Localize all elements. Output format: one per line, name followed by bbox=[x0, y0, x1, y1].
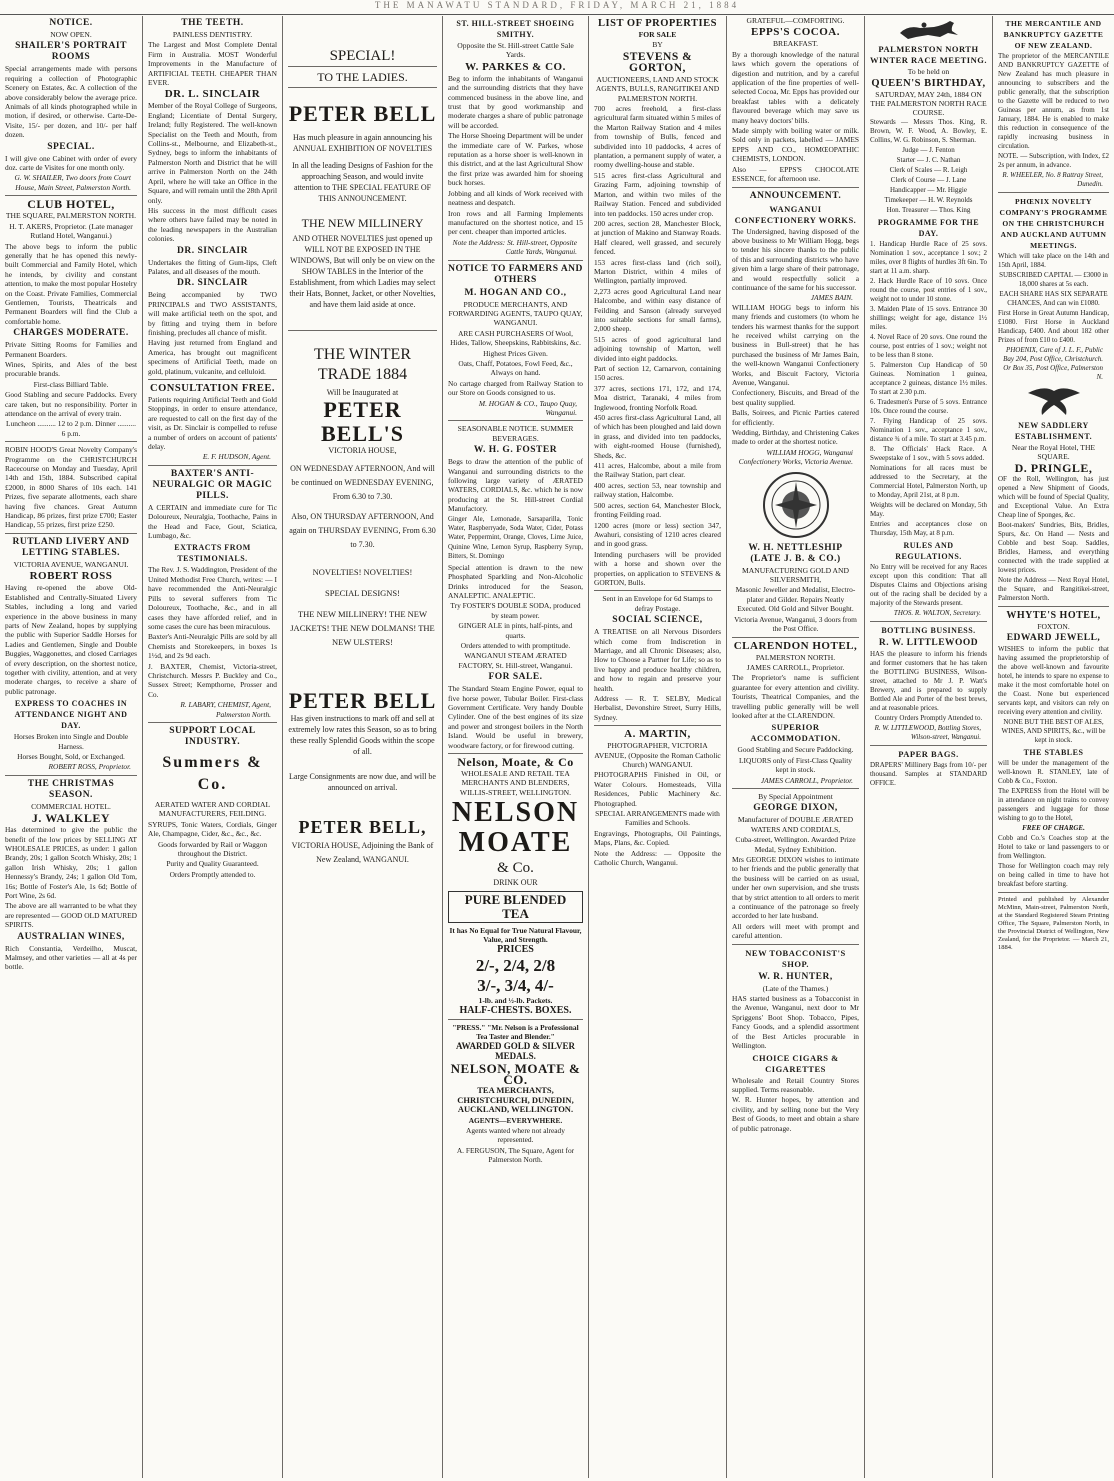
cocoa-body: By a thorough knowledge of the natural laws which govern the operations of digestion and nutrition, and by a careful application of the fine properties of well-selected Cocoa, Mr. Epps has provided our breakfast tables with a delicately flavoured beverage which may save us many heavy doctors' bills. bbox=[732, 49, 859, 125]
envelope-advert: Sent in an Envelope for 6d Stamps to defray Postage. bbox=[602, 594, 713, 613]
club-hotel-heading: CLUB HOTEL, bbox=[27, 197, 115, 212]
divider bbox=[148, 465, 277, 466]
no-equal: It has No Equal for True Natural Flavour, Value, and Strength. bbox=[449, 925, 582, 945]
whytes-body: WISHES to inform the public that having assumed the proprietorship of the above well-known and favourite hotel, he intends to spare no expense to make it the most comfortable hotel on the Coast. None but experienced servants kept, and visitors can rely on receiving every attention and civility. bbox=[998, 645, 1109, 716]
summers-sub: AERATED WATER AND CORDIAL MANUFACTURERS, FEILDING. bbox=[154, 799, 271, 819]
newspaper-page bbox=[0, 16, 1114, 1478]
shailer-offer: I will give one Cabinet with order of every doz. carte de Visites for one month only. bbox=[5, 153, 137, 173]
property-700: 700 acres freehold, a first-class agricultural farm situated within 5 miles of the Marton Railway Station and 4 miles from township of Bulls, fenced and subdivided into 10 paddocks, 4 acres of plantation, a permanent supply of water, a roomy dwelling-house and stable. bbox=[594, 104, 721, 170]
labary-signature: R. LABARY, CHEMIST, Agent, Palmerston North. bbox=[180, 700, 271, 719]
wednesday-times: ON WEDNESDAY AFTERNOON, And will be continued on WEDNESDAY EVENING, From 6.30 to 7.30. bbox=[290, 463, 435, 501]
peter-bells-heading: PETER BELL'S bbox=[320, 397, 405, 447]
club-lunch: Luncheon .......... 12 to 2 p.m. Dinner .......... 6 p.m. bbox=[6, 419, 136, 438]
martin-note: Note the Address: — Opposite the Catholic Church, Wanganui. bbox=[594, 848, 721, 868]
christmas-sub: COMMERCIAL HOTEL. bbox=[31, 801, 111, 811]
racehorse-icon bbox=[894, 19, 964, 41]
club-charges: CHARGES MODERATE. bbox=[13, 328, 129, 339]
property-450: 450 acres first-class Agricultural Land, all of which has been ploughed and laid down in grass, and divided into ten paddocks, with eight-roomed House (furnished), Sheds, &c. bbox=[594, 413, 721, 460]
press-quote: "PRESS." "Mr. Nelson is a Professional Tea Taster and Blender." bbox=[452, 1022, 579, 1042]
divider bbox=[5, 775, 137, 776]
special-designs: SPECIAL DESIGNS! bbox=[324, 588, 400, 599]
nelson-co: & Co. bbox=[497, 860, 534, 877]
ross-signature: ROBERT ROSS, Proprietor. bbox=[48, 762, 131, 772]
divider bbox=[594, 725, 721, 726]
teeth-sub: PAINLESS DENTISTRY. bbox=[172, 30, 253, 39]
littlewood-body: HAS the pleasure to inform his friends and former customers that he has taken the BOTTLING BUSINESS, Wilson-street, attached to Mr J. P. Watt's Brewery, and is prepared to supply Bottled Ale and Porter of the best brews, and at reasonable prices. bbox=[870, 650, 987, 712]
divider bbox=[448, 753, 583, 754]
dr-sinclair-body-4: Being accompanied by TWO PRINCIPALS and TWO ASSISTANTS, will make artificial teeth on the spot, and by fitting and trying them in before finishing, precludes all chance of misfit. bbox=[148, 290, 277, 337]
prices-sub: 1-lb. and ½-lb. Packets. bbox=[478, 995, 553, 1005]
hogan-oats: Oats, Chaff, Potatoes, Fowl Feed, &c., Always on hand. bbox=[458, 358, 573, 378]
race-4: 4. Novel Race of 20 sovs. One round the course, post entries of 1 sov.; weight not to be less than 8 stone. bbox=[870, 333, 987, 359]
prices-heading: PRICES bbox=[497, 944, 534, 956]
divider bbox=[732, 187, 859, 188]
foster-orders: Orders attended to with promptitude. bbox=[460, 640, 571, 650]
paper-bags-heading: PAPER BAGS. bbox=[898, 749, 959, 759]
summers-heading: Summers & Co. bbox=[162, 753, 263, 793]
clarendon-heading: CLARENDON HOTEL, bbox=[733, 639, 858, 652]
bottling-heading: BOTTLING BUSINESS. bbox=[881, 626, 976, 635]
race-2: 2. Hack Hurdle Race of 10 sovs. Once round the course, post entries of 1 sov., weight not to under 10 stone. bbox=[870, 277, 987, 303]
notice-heading: NOTICE. bbox=[49, 18, 93, 28]
race-held: To be held on bbox=[907, 67, 950, 76]
hogan-cartage: No cartage charged from Railway Station to our Store on Goods consigned to us. bbox=[448, 378, 583, 398]
whytes-best: NONE BUT THE BEST OF ALES, WINES, AND SPIRITS, &c., will be kept in stock. bbox=[1001, 718, 1106, 744]
stables-heading: THE STABLES bbox=[1023, 748, 1084, 757]
bain-signature: JAMES BAIN. bbox=[810, 293, 853, 303]
properties-note: Intending purchasers will be provided with a horse and shown over the properties, on application to STEVENS & GORTON, Bulls. bbox=[594, 549, 721, 587]
divider bbox=[288, 87, 437, 88]
summers-purity: Purity and Quality Guaranteed. bbox=[166, 859, 259, 869]
race-date: SATURDAY, MAY 24th, 1884 ON THE PALMERSTON NORTH RACE COURSE. bbox=[870, 90, 987, 117]
ross-body: Having re-opened the above Old-Established and Centrally-Situated Livery Stables, including a long and varied experience in the above business in many parts of New Zealand, hopes by supplying the public with Superior Saddle Horses for Ladies and Gentlemen, Single and Double Buggies, Waggonettes, and closed Carriages of every description, on the shortest notice, together with civility, attention, and at very moderate charges, to receive a share of public patronage. bbox=[5, 583, 137, 696]
race-5: 5. Palmerston Cup Handicap of 50 Guineas. Nomination 1 guinea, acceptance 2 guineas, distance 1½ miles. To start at 2.30 p.m. bbox=[870, 361, 987, 396]
property-411: 411 acres, Halcombe, about a mile from the Railway Station, part clear. bbox=[594, 461, 721, 480]
new-list: THE NEW MILLINERY! THE NEW JACKETS! THE NEW DOLMANS! THE NEW ULSTERS! bbox=[290, 608, 435, 647]
column-6 bbox=[726, 16, 864, 1478]
rules-body: No Entry will be received for any Races except upon this condition: That all Disputes Claims and Objections arising out of the racing shall be decided by a majority of the Stewards present. bbox=[870, 563, 987, 607]
race-meeting-heading: PALMERSTON NORTH WINTER RACE MEETING. bbox=[870, 44, 987, 65]
programme-heading: PROGRAMME FOR THE DAY. bbox=[877, 218, 980, 238]
nettleship-body: Masonic Jeweller and Medalist, Electro-plater and Gilder. Repairs Neatly Executed. Old Gold and Silver Bought. bbox=[735, 585, 856, 614]
property-515b: 515 acres of good agricultural land adjoining township of Marton, well divided into eight paddocks. bbox=[594, 334, 721, 363]
wellington-coach: Those for Wellington coach may rely on being called in time to have hot breakfast before starting. bbox=[998, 862, 1109, 888]
foster-body: Begs to draw the attention of the public of Wanganui and surrounding districts to the following large variety of ÆRATED WATERS, CORDIALS, &c. which he is now producing at the St. Hill-street Cordial Manufactory. bbox=[448, 457, 583, 514]
column-7 bbox=[864, 16, 992, 1478]
martin-special: SPECIAL ARRANGEMENTS made with Families and Schools. bbox=[595, 809, 720, 828]
dr-sinclair-sig: DR. SINCLAIR bbox=[177, 245, 248, 256]
clarendon-liquors: LIQUORS only of First-Class Quality kept in stock. bbox=[739, 755, 852, 775]
queens-birthday: QUEEN'S BIRTHDAY, bbox=[871, 78, 986, 89]
half-chests: HALF-CHESTS. BOXES. bbox=[459, 1005, 572, 1017]
race-handicapper: Handicapper — Mr. Higgie bbox=[890, 186, 967, 194]
divider bbox=[5, 441, 137, 442]
race-1: 1. Handicap Hurdle Race of 25 sovs. Nomination 1 sov., acceptance 1 sov.; 2 miles, over 8 flights of hurdles 3ft 6in. To start at 11 a.m. sharp. bbox=[870, 240, 987, 275]
property-part: Part of section 12, Carnarvon, containing 150 acres. bbox=[594, 364, 721, 383]
hunter-sub: (Late of the Thames.) bbox=[762, 983, 829, 993]
hogg-signature: WILLIAM HOGG, Wanganui Confectionery Works, Victoria Avenue. bbox=[738, 447, 853, 467]
littlewood-heading: R. W. LITTLEWOOD bbox=[878, 638, 979, 648]
property-515: 515 acres first-class Agricultural and Grazing Farm, adjoining township of Marton, and within two miles of the Railway Station. Fenced and subdivided into ten paddocks. 150 acres under crop. bbox=[594, 170, 721, 218]
property-377: 377 acres, sections 171, 172, and 174, Moa district, Taranaki, 4 miles from Inglewood, fronting Norfolk Road. bbox=[594, 383, 721, 412]
martin-sub: PHOTOGRAPHER, VICTORIA AVENUE, (Opposite the Roman Catholic Church) WANGANUI. bbox=[594, 741, 721, 770]
confectionery-heading: WANGANUI CONFECTIONERY WORKS. bbox=[734, 203, 857, 225]
properties-by: BY bbox=[652, 40, 663, 50]
club-hotel-proprietor: H. T. AKERS, Proprietor. (Late manager Rutland Hotel, Wanganui.) bbox=[9, 221, 133, 241]
divider bbox=[5, 533, 137, 534]
nettleship-address: Victoria Avenue, Wanganui, 3 doors from the Post Office. bbox=[734, 614, 857, 634]
divider bbox=[998, 892, 1109, 893]
pure-blended-tea: PURE BLENDED TEA bbox=[448, 891, 583, 923]
for-sale-body: The Standard Steam Engine Power, equal to five horse power, Tubular Boiler. First-class Government Certificate. Very handy Double Cylinder. One of the best engines of its size and power and strongest boilers in the North Island. Would be useful in brewery, woodware factory, or for firewood cutting. bbox=[448, 684, 583, 750]
race-entries: Entries and acceptances close on Thursday, 15th May, at 8 p.m. bbox=[870, 520, 987, 537]
column-3 bbox=[282, 16, 442, 1478]
club-billiards: First-class Billiard Table. bbox=[33, 379, 109, 389]
special-heading: SPECIAL! bbox=[329, 48, 396, 64]
ferguson-agent: A. FERGUSON, The Square, Agent for Palmerston North. bbox=[456, 1145, 575, 1165]
divider bbox=[870, 745, 987, 746]
extracts-heading: EXTRACTS FROM TESTIMONIALS. bbox=[174, 543, 251, 564]
hogg-body: WILLIAM HOGG begs to inform his many friends and customers (to whom he tenders his warmest thanks for the support he received whilst carrying on the business in Bull-street) that he has purchased the business of Mr James Bain, the well-known Wanganui Confectionery Works, and Biscuit Factory, Victoria Avenue, Wanganui. bbox=[732, 302, 859, 387]
dr-sinclair-body-5: Having just returned from England and America, has brought out magnificent specimens of Artificial Teeth, made on gold, platinum, vulcanite, and celluloid. bbox=[148, 338, 277, 376]
divider bbox=[288, 66, 437, 67]
clarendon-body: The Proprietor's name is sufficient guarantee for every attention and civility. Tourists, Theatrical Companies, and the travelling public generally will be well looked after at the CLARENDON. bbox=[732, 673, 859, 720]
prices-line-1: 2/-, 2/4, 2/8 bbox=[475, 955, 556, 975]
clarendon-proprietor: JAMES CARROLL, Proprietor. bbox=[746, 662, 845, 672]
walkley-heading: J. WALKLEY bbox=[31, 811, 111, 826]
hunter-body: HAS started business as a Tobacconist in the Avenue, Wanganui, next door to Mr Spriggens' Boot Shop. Tobacco, Pipes, Fancy Goods, and a splendid assortment of the Best Articles procurable in Wellington. bbox=[732, 994, 859, 1051]
dr-sinclair-sig-2: DR. SINCLAIR bbox=[177, 278, 248, 289]
dixon-heading: GEORGE DIXON, bbox=[753, 803, 838, 814]
property-200: 200 acres, section 28, Manchester Block, at junction of Makino and Stanway Roads. Half cleared, well grassed, and securely fenced. bbox=[594, 218, 721, 257]
clarendon-stable: Good Stabling and Secure Paddocking. bbox=[737, 745, 854, 755]
dixon-sub: Manufacturer of DOUBLE ÆRATED WATERS AND CORDIALS, bbox=[737, 815, 854, 834]
parkes-body-3: Jobbing and all kinds of Work received with neatness and despatch. bbox=[448, 188, 583, 208]
whytes-hotel-heading: WHYTE'S HOTEL, bbox=[1006, 610, 1101, 621]
pringle-note: Note the Address — Next Royal Hotel, the Square, and Rangitikei-street, Palmerston North. bbox=[998, 576, 1109, 602]
inaugurated: Will be Inaugurated at bbox=[326, 388, 399, 397]
rutland-sub: VICTORIA AVENUE, WANGANUI. bbox=[13, 559, 129, 569]
breakfast: BREAKFAST. bbox=[772, 39, 819, 49]
extracts-body: The Rev. J. S. Waddington, President of the United Methodist Free Church, writes: — I have recommended the Anti-Neuralgic Pills to several sufferers from Tic Doloureux, Toothache, &c., and in all cases they have afforded relief, and in some cases the cure has been miraculous. bbox=[148, 565, 277, 631]
divider bbox=[148, 379, 277, 380]
dr-sinclair-body-3: Undertakes the fitting of Gum-lips, Cleft Palates, and all diseases of the mouth. bbox=[148, 257, 277, 276]
race-starter: Starter — J. C. Nathan bbox=[896, 156, 961, 164]
awarded-medals: AWARDED GOLD & SILVER MEDALS. bbox=[456, 1041, 575, 1061]
dr-sinclair-heading: DR. L. SINCLAIR bbox=[164, 88, 261, 101]
new-millinery-body: AND OTHER NOVELTIES just opened up WILL NOT BE EXPOSED IN THE WINDOWS, But will only be on view on the SHOW TABLES in the Interior of the Establishment, from which Ladies may select their Hats, Bonnet, Jacket, or other Novelties, and have them laid aside at once. bbox=[289, 234, 436, 309]
mercantile-heading: THE MERCANTILE AND BANKRUPTCY GAZETTE OF NEW ZEALAND. bbox=[1003, 19, 1104, 50]
divider bbox=[448, 1019, 583, 1020]
baxter-sold: Baxter's Anti-Neuralgic Pills are sold by all Chemists and Storekeepers, in boxes 1s 1½d, and 2s 9d each. bbox=[148, 632, 277, 661]
nettleship-heading: W. H. NETTLESHIP (LATE J. B. & CO.) bbox=[748, 542, 843, 564]
stevens-gorton-sub: AUCTIONEERS, LAND AND STOCK AGENTS, BULLS, RANGITIKEI AND PALMERSTON NORTH. bbox=[595, 74, 720, 103]
littlewood-orders: Country Orders Promptly Attended to. bbox=[874, 714, 983, 722]
hogan-sub: PRODUCE MERCHANTS, AND FORWARDING AGENTS, TAUPO QUAY, WANGANUI. bbox=[448, 299, 583, 328]
cocoa-tagline: GRATEFUL—COMFORTING. bbox=[746, 16, 845, 25]
agents-wanted: Agents wanted where not already represented. bbox=[466, 1125, 565, 1145]
foster-list: Ginger Ale, Lemonade, Sarsaparilla, Tonic Water, Raspberryade, Soda Water, Cider, Potass Water, Peppermint, Orange, Cloves, Lime Juice, Quinine Wine, Lemon Syrup, Raspberry Syrup, Bitters, St. Domingo bbox=[448, 515, 583, 561]
pringle-body-2: Boot-makers' Sundries, Bits, Bridles, Spurs, &c. On Hand — Nests and Cobble and best Soap. Saddles, Bridles, Harness, and everything connected with the trade supplied at lowest prices. bbox=[998, 521, 1109, 574]
dr-sinclair-body-2: His success in the most difficult cases where others have failed may be noted in the leading newspapers in the Australian colonies. bbox=[148, 205, 277, 244]
martin-body-2: Engravings, Photographs, Oil Paintings, Maps, Plans, &c. Copied. bbox=[594, 828, 721, 848]
cocoa-also: Also — EPPS'S CHOCOLATE ESSENCE, for afternoon use. bbox=[732, 164, 859, 184]
peter-bell-address: VICTORIA HOUSE, Adjoining the Bank of New Zealand, WANGANUI. bbox=[291, 840, 434, 864]
hogan-prices: Highest Prices Given. bbox=[483, 348, 548, 358]
race-clerk-course: Clerk of Course — J. Lane bbox=[890, 176, 967, 184]
shailer-signature: G. W. SHAILER, Two doors from Court House, Main Street, Palmerston North. bbox=[14, 173, 131, 192]
race-judge: Judge — J. Fenton bbox=[902, 146, 955, 154]
hogg-wedding: Wedding, Birthday, and Christening Cakes made to order at the shortest notice. bbox=[732, 428, 859, 447]
new-millinery: THE NEW MILLINERY bbox=[301, 216, 424, 230]
parkes-address: Note the Address: St. Hill-street, Opposite Cattle Yards, Wanganui. bbox=[452, 237, 577, 257]
consultation-signature: E. F. HUDSON, Agent. bbox=[202, 452, 271, 462]
mercantile-body: The proprietor of the MERCANTILE AND BANKRUPTCY GAZETTE of New Zealand has much pleasure in announcing to subscribers and the public generally, that the subscription to the Gazette will be reduced to two Guineas per annum, as from 1st January, 1884. He is enabled to make this reduction in consequence of the rapidly increasing business in circulation. bbox=[998, 52, 1109, 150]
announcement-heading: ANNOUNCEMENT. bbox=[749, 190, 842, 201]
ross-heading: ROBERT ROSS bbox=[29, 570, 113, 583]
dixon-orders: All orders will meet with prompt and careful attention. bbox=[732, 921, 859, 941]
property-2273: 2,273 acres good Agricultural Land near Halcombe, and within easy distance of Feilding and Sanson (already surveyed into suitable sections for small farms), 2,000 sheep. bbox=[594, 286, 721, 334]
clarendon-signature: JAMES CARROLL, Proprietor. bbox=[760, 775, 853, 785]
baxter-heading: BAXTER'S ANTI-NEURALGIC OR MAGIC PILLS. bbox=[152, 468, 273, 501]
australian-wines-body: Rich Constantia, Verdeilho, Muscat, Malmsey, and other varieties — all at 4s per bottle. bbox=[5, 943, 137, 972]
hogg-balls: Balls, Soirees, and Picnic Parties catered for efficiently. bbox=[732, 408, 859, 427]
column-8 bbox=[992, 16, 1114, 1478]
peter-bell-heading-3: PETER BELL bbox=[288, 687, 437, 713]
divider bbox=[998, 606, 1109, 607]
divider bbox=[148, 722, 277, 723]
race-stewards: Stewards — Messrs Thos. King, R. Brown, W. F. Wood, A. Bowley, E. Collins, W. G. Robinson, S. Sherman. bbox=[870, 118, 987, 144]
properties-for-sale: FOR SALE bbox=[638, 30, 677, 39]
divider bbox=[732, 944, 859, 945]
social-science-heading: SOCIAL SCIENCE, bbox=[612, 615, 703, 626]
agents-everywhere: AGENTS—EVERYWHERE. bbox=[468, 1115, 563, 1125]
divider bbox=[288, 330, 437, 331]
ross-broken: Horses Broken into Single and Double Harness. bbox=[13, 732, 129, 751]
peter-bell-announce: Has much pleasure in again announcing his ANNUAL EXHIBITION OF NOVELTIES bbox=[292, 133, 433, 153]
consultation-body: Patients requiring Artificial Teeth and Gold Stoppings, in order to ensure attendance, are requested to call on the first day of the visit, as Dr. Sinclair is compelled to refuse a number of orders on account of patients' delay. bbox=[148, 395, 277, 452]
shailer-body: Special arrangements made with persons requiring a collection of Photographic Scenery on Estates, &c. A collection of the above considerably below the average price. Animals of all kinds photographed while in motion, if desired, or otherwise. Carte-De-Visite, 15/- per dozen, and 10/- per half dozen. bbox=[5, 64, 137, 140]
phoenix-emblem-icon bbox=[1024, 385, 1084, 417]
pringle-heading: D. PRINGLE, bbox=[1014, 461, 1093, 475]
phoenix-signature: PHOENIX, Care of J. L. F., Public Bay 204, Post Office, Christchurch. Or Box 35, Post Office, Palmerston N. bbox=[1003, 346, 1103, 381]
phoenix-heading: PHŒNIX NOVELTY COMPANY'S PROGRAMME ON THE CHRISTCHURCH AND AUCKLAND AUTUMN MEETINGS. bbox=[999, 197, 1108, 250]
divider bbox=[594, 590, 721, 591]
column-2 bbox=[142, 16, 282, 1478]
properties-heading: LIST OF PROPERTIES bbox=[598, 18, 717, 29]
edward-jewell: EDWARD JEWELL, bbox=[1006, 633, 1101, 643]
club-stable: Good Stabling and secure Paddocks. Every care taken, but no responsibility. Porter in attendance on the arrival of every train. bbox=[5, 390, 137, 418]
divider bbox=[732, 637, 859, 638]
mercantile-signature: R. WHEELER, No. 8 Rattray Street, Dunedin. bbox=[1002, 171, 1103, 188]
nelson-moate-heading-2: NELSON, MOATE & CO. bbox=[450, 1061, 581, 1088]
tobacconist-heading: NEW TOBACCONIST'S SHOP. bbox=[745, 947, 846, 969]
teeth-heading: THE TEETH. bbox=[181, 18, 244, 28]
foster-heading: W. H. G. FOSTER bbox=[473, 445, 558, 456]
divider bbox=[998, 192, 1109, 193]
christmas-heading: THE CHRISTMAS SEASON. bbox=[27, 778, 115, 800]
littlewood-signature: R. W. LITTLEWOOD, Bottling Stores, Wilson-street, Wanganui. bbox=[874, 724, 981, 741]
phoenix-chances: EACH SHARE HAS SIX SEPARATE CHANCES, And can win £1080. bbox=[999, 290, 1108, 307]
race-secretary: THOS. R. WALTON, Secretary. bbox=[893, 609, 981, 617]
club-hotel-body: The above begs to inform the public generally that he has opened this newly-built Commercial and Family Hotel, which he intends, by civility and constant attention, to make the most popular Hostelry on the Coast. Private Families, Commercial Gentlemen, Tourists, Theatricals and Permanent Boarders will find the Club a comfortable home. bbox=[5, 241, 137, 326]
consignments: Large Consignments are now due, and will be announced on arrival. bbox=[289, 771, 436, 792]
australian-wines-heading: AUSTRALIAN WINES, bbox=[17, 931, 125, 942]
cobb-coaches: Cobb and Co.'s Coaches stop at the Hotel to take or land passengers to or from Wellington. bbox=[998, 834, 1109, 860]
race-treasurer: Hon. Treasurer — Thos. King bbox=[886, 206, 971, 214]
nelson-moate-heading: Nelson, Moate, & Co bbox=[457, 755, 574, 769]
race-8: 8. The Officials' Hack Race. A Sweepstake of 1 sov., with 5 sovs added. bbox=[870, 445, 987, 462]
prices-line-2: 3/-, 3/4, 4/- bbox=[477, 975, 554, 995]
divider bbox=[870, 621, 987, 622]
saddlery-heading: NEW SADDLERY ESTABLISHMENT. bbox=[1014, 421, 1093, 441]
tea-cities: TEA MERCHANTS, CHRISTCHURCH, DUNEDIN, AUCKLAND, WELLINGTON. bbox=[457, 1085, 574, 1115]
dixon-address: Cuba-street, Wellington. Awarded Prize Medal, Sydney Exhibition. bbox=[735, 835, 856, 854]
smithy-sub: Opposite the St. Hill-street Cattle Sale Yards. bbox=[457, 41, 574, 60]
saddlery-sub: Near the Royal Hotel, THE SQUARE. bbox=[1011, 443, 1096, 461]
farmers-notice-heading: NOTICE TO FARMERS AND OTHERS bbox=[448, 263, 583, 285]
cocoa-made: Made simply with boiling water or milk. Sold only in packets, labelled — JAMES EPPS AND CO., HOMŒOPATHIC CHEMISTS, LONDON. bbox=[732, 126, 859, 164]
imprint: Printed and published by Alexander McMinn, Main-street, Palmerston North, at the Standard Registered Steam Printing Office, The Square, Palmerston North, in the Provincial District of Wellington, New Zealand, for the Proprietor. — March 21, 1884. bbox=[998, 896, 1109, 951]
medal-seal-icon bbox=[761, 470, 831, 540]
free-of-charge: FREE OF CHARGE. bbox=[1022, 824, 1085, 832]
summers-body: SYRUPS, Tonic Waters, Cordials, Ginger Ale, Champagne, Cider, &c., &c., &c. bbox=[148, 819, 277, 839]
robin-hood-advert: ROBIN HOOD'S Great Novelty Company's Programme on the CHRISTCHURCH Racecourse on Monday and Tuesday, April 14th and 15th, 1884. Subscribed capital £2000, in 8000 Shares of 10s each. 141 Prizes, five separate allotments, each share having five chances. Great Autumn Handicap, 86 prizes, first prize £700; Easter Handicap, 55 prizes, first prize £250. bbox=[5, 445, 137, 530]
nelson-big: NELSON bbox=[451, 797, 580, 829]
race-weights: Weights will be declared on Monday, 5th May. bbox=[870, 501, 987, 518]
notice-sub: NOW OPEN. bbox=[50, 30, 92, 39]
baxter-agents: J. BAXTER, Chemist, Victoria-street, Christchurch. Messrs P. Buckley and Co., Sussex Street; Kempthorne, Prosser and Co. bbox=[148, 661, 277, 699]
peter-bell-designs: In all the leading Designs of Fashion for the approaching Season, and would invite attention to THE SPECIAL FEATURE OF THIS ANNOUNCEMENT. bbox=[292, 161, 433, 203]
parkes-body-4: Iron rows and all Farming Implements manufactured on the shortest notice, and 15 per cent. cheaper than imported articles. bbox=[448, 208, 583, 237]
ross-express: EXPRESS TO COACHES IN ATTENDANCE NIGHT AND DAY. bbox=[14, 699, 128, 731]
hunter-heading: W. R. HUNTER, bbox=[758, 971, 833, 982]
phoenix-capital: SUBSCRIBED CAPITAL — £3000 in 18,000 shares at 5s each. bbox=[999, 271, 1108, 288]
martin-body: PHOTOGRAPHS Finished in Oil, or Water Colours. Homesteads, Villa Residences, Public Machinery &c. Photographed. bbox=[594, 770, 721, 808]
hunter-wholesale: Wholesale and Retail Country Stores supplied. Terms reasonable. bbox=[732, 1075, 859, 1094]
foster-body-2: Special attention is drawn to the new Phosphated Sparkling and Non-Alcoholic Drinks introduced for the Season, ANALEPTIC. ANALEPTIC. bbox=[448, 562, 583, 600]
peter-bell-body-3: Has given instructions to mark off and sell at extremely low rates this Season, so as to bring these really Splendid Goods within the scope of all. bbox=[288, 713, 437, 756]
divider bbox=[448, 260, 583, 261]
walkley-note: The above are all warranted to be what they are represented — GOOD OLD MATURED SPIRITS. bbox=[5, 901, 137, 930]
whytes-hotel-sub: FOXTON. bbox=[1037, 622, 1070, 631]
clarendon-sub: PALMERSTON NORTH. bbox=[755, 652, 836, 662]
property-500: 500 acres, section 64, Manchester Block, fronting Feilding road. bbox=[594, 500, 721, 520]
foster-ginger: GINGER ALE in pints, half-pints, and quarts. bbox=[458, 621, 573, 640]
hogan-signature: M. HOGAN & CO., Taupo Quay, Wanganui. bbox=[478, 398, 577, 417]
support-heading: SUPPORT LOCAL INDUSTRY. bbox=[169, 725, 256, 747]
hunter-note: W. R. Hunter hopes, by attention and civility, and by selling none but the Very Best of Goods, to meet and obtain a share of public patronage. bbox=[732, 1095, 859, 1133]
parkes-heading: W. PARKES & CO. bbox=[465, 60, 566, 73]
ross-bought: Horses Bought, Sold, or Exchanged. bbox=[17, 751, 125, 761]
race-clerk-scales: Clerk of Scales — R. Leigh bbox=[889, 166, 968, 174]
property-400: 400 acres, section 53, near township and railway station, Halcombe. bbox=[594, 480, 721, 500]
hogan-cash: ARE CASH PURCHASERS Of Wool, Hides, Tallow, Sheepskins, Rabbitskins, &c. bbox=[450, 328, 581, 348]
victoria-house: VICTORIA HOUSE, bbox=[328, 446, 397, 456]
express-body: The EXPRESS from the Hotel will be in attendance on night trains to convey passengers and luggage for those wishing to go to the Hotel, bbox=[998, 787, 1109, 822]
divider bbox=[732, 788, 859, 789]
phoenix-prizes: First Horse in Great Autumn Handicap, £1080. First Horse in Auckland Handicap, £400. And about 182 other Prizes of from £10 to £400. bbox=[998, 309, 1109, 344]
foster-factory: WANGANUI STEAM ÆRATED FACTORY, St. Hill-street, Wanganui. bbox=[458, 651, 573, 670]
parkes-body-2: The Horse Shoeing Department will be under the immediate care of W. Parkes, whose reputation as a horse shoer is well-known in this district, and at the last Agricultural Show the first prize was awarded him for shoeing buck horses. bbox=[448, 131, 583, 188]
parkes-body: Beg to inform the inhabitants of Wanganui and the surrounding districts that they have commenced business in the above line, and trust that by good workmanship and moderate charges a share of public patronage will be accorded. bbox=[448, 73, 583, 130]
masthead: THE MANAWATU STANDARD, FRIDAY, MARCH 21, 1884 bbox=[0, 0, 1114, 15]
consultation-heading: CONSULTATION FREE. bbox=[150, 383, 275, 394]
social-science-body: A TREATISE on all Nervous Disorders which come from Indiscretion in Marriage, and all Chronic Diseases; also, How to Choose a Partner for Life; so as to live happy and produce healthy children, and how to regain and preserve your health. bbox=[594, 627, 721, 693]
club-hotel-sub: THE SQUARE, PALMERSTON NORTH. bbox=[5, 211, 137, 221]
column-5 bbox=[588, 16, 726, 1478]
for-sale-heading: FOR SALE. bbox=[488, 672, 543, 683]
race-timekeeper: Timekeeper — H. W. Reynolds bbox=[884, 196, 973, 204]
divider bbox=[5, 195, 137, 196]
divider bbox=[448, 420, 583, 421]
martin-heading: A. MARTIN, bbox=[624, 728, 691, 741]
moate-big: MOATE bbox=[458, 827, 573, 859]
rules-heading: RULES AND REGULATIONS. bbox=[895, 541, 962, 561]
column-4 bbox=[442, 16, 588, 1478]
hogan-heading: M. HOGAN AND CO., bbox=[464, 287, 567, 298]
stevens-gorton-heading: STEVENS & GORTON, bbox=[622, 50, 693, 74]
stables-body: will be under the management of the well-known R. STANLEY, late of Cobb & Co., Foxton. bbox=[998, 759, 1109, 785]
confectionery-body: The Undersigned, having disposed of the above business to Mr William Hogg, begs to tender his sincere thanks to the public of this and surrounding districts who have given him a large share of their patronage, and would respectfully solicit a continuance of the same for his successor. bbox=[732, 226, 859, 292]
choice-cigars: CHOICE CIGARS & CIGARETTES bbox=[752, 1052, 839, 1074]
race-3: 3. Maiden Plate of 15 sovs. Entrance 30 shillings; weight for age, distance 1½ miles. bbox=[870, 305, 987, 331]
novelties: NOVELTIES! NOVELTIES! bbox=[312, 566, 413, 577]
property-153: 153 acres first-class land (rich soil), Marton District, within 4 miles of Wellington, partially improved. bbox=[594, 257, 721, 286]
race-nominations: Nominations for all races must be addressed to the Secretary, at the Commercial Hotel, Palmerston North, up to Monday, April 21st, at 8 p.m. bbox=[870, 464, 987, 499]
shailer-heading: SHAILER'S PORTRAIT ROOMS bbox=[15, 41, 127, 63]
walkley-body: Has determined to give the public the benefit of the low prices by SELLING AT WHOLESALE PRICES, as under: 1 gallon Brandy, 20s; 1 gallon Scotch Whisky, 20s; 1 gallon Irish Whisky, 20s; 1 gallon Hennessy's Brandy, 24s; 1 gallon Old Tom, 16s; Bottle of Foster's Ale, 1s 6d; Bottle of Port Wine, 2s 6d. bbox=[5, 825, 137, 901]
to-the-ladies: TO THE LADIES. bbox=[317, 70, 408, 84]
clarendon-superior: SUPERIOR ACCOMMODATION. bbox=[750, 722, 841, 744]
winter-trade: THE WINTER TRADE 1884 bbox=[313, 346, 411, 383]
teeth-intro: The Largest and Most Complete Dental Firm in Australia. MOST Wonderful Improvements in the Manufacture of ARTIFICIAL TEETH. CHEAPER THAN EVER. bbox=[148, 40, 277, 88]
social-science-address: Address — R. T. SELBY, Medical Herbalist, Devonshire Street, Surry Hills, Sydney. bbox=[594, 694, 721, 722]
smithy-heading: ST. HILL-STREET SHOEING SMITHY. bbox=[456, 19, 575, 39]
dixon-body: Mrs GEORGE DIXON wishes to intimate to her friends and the public generally that the business will be carried on as usual, under her own supervision, and she trusts that by strict attention to all orders to merit a continuance of the patronage so freely accorded to her late husband. bbox=[732, 855, 859, 921]
hogg-goods: Confectionery, Biscuits, and Bread of the best quality supplied. bbox=[732, 388, 859, 407]
shailer-special: SPECIAL. bbox=[47, 141, 95, 152]
baxter-body: A CERTAIN and immediate cure for Tic Doloureux, Neuralgia, Toothache, Pains in the Head and Face, Gout, Sciatica, Lumbago, &c. bbox=[148, 502, 277, 541]
peter-bell-heading: PETER BELL bbox=[288, 101, 437, 126]
peter-bell-heading-4: PETER BELL, bbox=[298, 816, 427, 837]
foster-soda: Try FOSTER'S DOUBLE SODA, produced by steam power. bbox=[450, 601, 581, 620]
property-1200: 1200 acres (more or less) section 347, Awahuri, consisting of 1210 acres cleared and in good grass. bbox=[594, 520, 721, 549]
race-7: 7. Flying Handicap of 25 sovs. Nomination 1 sov., acceptance 1 sov., distance ¾ of a mile. To start at 3.45 p.m. bbox=[870, 417, 987, 443]
pringle-body: OF the Roll, Wellington, has just opened a New Shipment of Goods, which will be found of Special Quality, and Exceptional Value. An Extra Cheap line of Sponges, &c. bbox=[998, 475, 1109, 519]
seasonable-notice: SEASONABLE NOTICE. SUMMER BEVERAGES. bbox=[457, 424, 574, 443]
nelson-moate-sub: WHOLESALE AND RETAIL TEA MERCHANTS AND BLENDERS, WILLIS-STREET, WELLINGTON. bbox=[459, 769, 572, 797]
paper-bags-body: DRAPERS' Millinery Bags from 10/- per thousand. Samples at STANDARD OFFICE. bbox=[870, 761, 987, 787]
column-1 bbox=[0, 16, 142, 1478]
nettleship-sub: MANUFACTURING GOLD AND SILVERSMITH, bbox=[741, 565, 850, 585]
thursday-times: Also, ON THURSDAY AFTERNOON, And again on THURSDAY EVENING, From 6.30 to 7.30. bbox=[289, 511, 436, 549]
mercantile-note: NOTE. — Subscription, with Index, £2 2s per annum, in advance. bbox=[998, 152, 1109, 169]
drink-our: DRINK OUR bbox=[493, 878, 538, 888]
dr-sinclair-body: Member of the Royal College of Surgeons, England; Licentiate of Dental Surgery, Ireland; fully Registered. The well-known Specialist on the Teeth and Mouth, from Collins-st., Melbourne, and Elizabeth-st., Sydney, begs to inform the inhabitants of Palmerston North and District that he will arrive in Palmerston North on the 24th April, where he will take an Office in the Square, and will remain until the 28th April only. bbox=[148, 101, 277, 205]
phoenix-body: Which will take place on the 14th and 15th April, 1884. bbox=[998, 252, 1109, 269]
club-rooms: Private Sitting Rooms for Families and Permanent Boarders. bbox=[5, 340, 137, 359]
club-wines: Wines, Spirits, and Ales of the best procurable brands. bbox=[5, 359, 137, 379]
epps-cocoa-heading: EPPS'S COCOA. bbox=[750, 26, 840, 39]
rutland-heading: RUTLAND LIVERY AND LETTING STABLES. bbox=[12, 536, 130, 558]
dixon-appointment: By Special Appointment bbox=[758, 791, 833, 801]
race-6: 6. Tradesmen's Purse of 5 sovs. Entrance 10s. Once round the course. bbox=[870, 398, 987, 415]
summers-goods: Goods forwarded by Rail or Waggon throughout the District. bbox=[157, 839, 268, 858]
summers-orders: Orders Promptly attended to. bbox=[169, 869, 256, 879]
